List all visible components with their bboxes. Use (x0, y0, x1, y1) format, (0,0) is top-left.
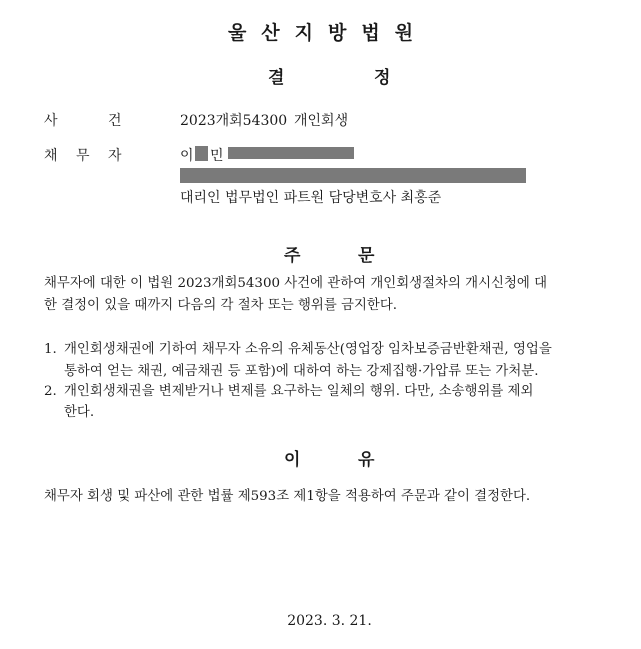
court-name: 울산지방법원 (227, 22, 429, 44)
debtor-label-char-1: 채 (44, 148, 58, 164)
debtor-label-char-3: 자 (108, 148, 122, 164)
case-label-char-1: 사 (44, 113, 58, 129)
item-2-number: 2. (44, 384, 57, 399)
item-1-line-2: 통하여 얻는 채권, 예금채권 등 포함)에 대하여 하는 강제집행·가압류 또는 가처분. (64, 364, 539, 379)
item-1-number: 1. (44, 342, 57, 357)
doc-title-char-2: 정 (374, 68, 391, 88)
item-2-line-2: 한다. (64, 405, 95, 420)
order-text-line-1: 채무자에 대한 이 법원 2023개회54300 사건에 관하여 개인회생절차의 개시신청에 대 (44, 276, 548, 291)
redaction-name-middle (195, 146, 208, 161)
decision-date: 2023. 3. 21. (287, 613, 372, 629)
debtor-name-first: 이 (180, 148, 194, 164)
item-2-line-1: 개인회생채권을 변제받거나 변제를 요구하는 일체의 행위. 다만, 소송행위를 제외 (64, 384, 534, 399)
debtor-name-last: 민 (210, 148, 224, 164)
case-type: 개인회생 (294, 113, 349, 129)
order-heading-char-2: 문 (358, 246, 375, 266)
attorney-line: 대리인 법무법인 파트원 담당변호사 최홍준 (180, 190, 442, 206)
debtor-label-char-2: 무 (76, 148, 90, 164)
case-number: 2023개회54300 (180, 113, 288, 129)
reason-heading-char-1: 이 (284, 450, 301, 470)
order-text-line-2: 한 결정이 있을 때까지 다음의 각 절차 또는 행위를 금지한다. (44, 298, 398, 313)
item-1-line-1: 개인회생채권에 기하여 채무자 소유의 유체동산(영업장 임차보증금반환채권, 영업을 (64, 342, 552, 357)
reason-text: 채무자 회생 및 파산에 관한 법률 제593조 제1항을 적용하여 주문과 같이 결정한다. (44, 489, 531, 504)
redaction-address (180, 168, 526, 183)
reason-heading-char-2: 유 (358, 450, 375, 470)
doc-title-char-1: 결 (268, 68, 285, 88)
redaction-registration-number (228, 147, 354, 159)
order-heading-char-1: 주 (284, 246, 301, 266)
case-label-char-2: 건 (108, 113, 122, 129)
